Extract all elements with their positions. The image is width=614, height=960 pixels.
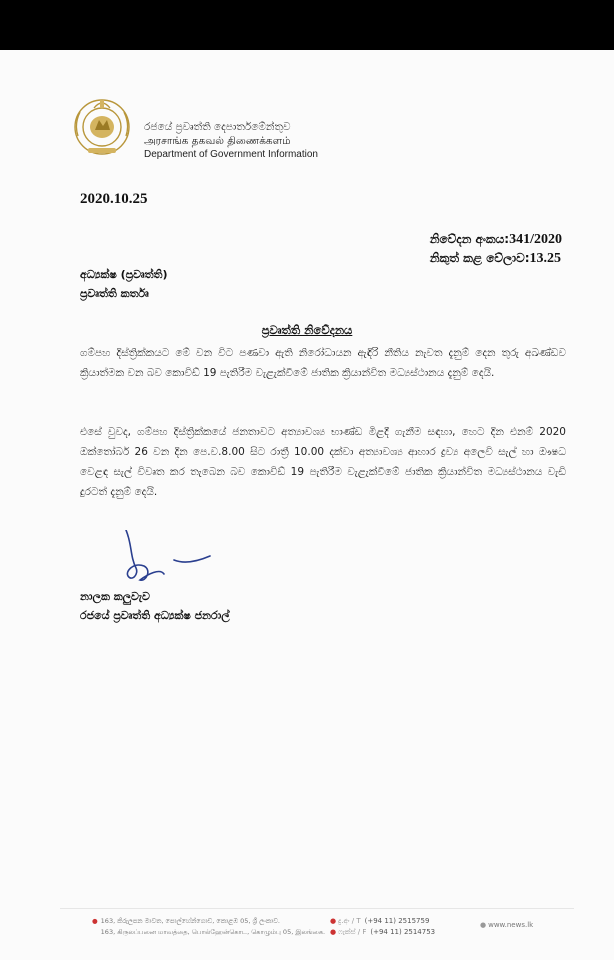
location-pin-icon: ● — [92, 917, 98, 925]
footer-address — [92, 916, 325, 938]
signer-name: නාලක කලුවැව — [80, 590, 150, 603]
fax-icon: ● — [330, 928, 337, 936]
release-time-row — [430, 249, 562, 268]
department-heading — [144, 120, 318, 162]
fax-label: ෆැක්ස් / F — [338, 928, 367, 936]
signer-block — [80, 587, 230, 625]
subject-heading — [0, 319, 614, 338]
footer-fax-row — [330, 927, 435, 938]
footer-divider — [60, 908, 574, 909]
letter-page — [0, 50, 614, 960]
phone-label: දු.අං / T — [338, 917, 361, 925]
body-paragraph-2: එසේ වුවද, ගම්පහ දිස්ත්‍රික්කයේ ජනතාවට අත්‍යාවශ්‍ය භාණ්ඩ මිළදී ගැනීම සඳහා, හෙට දින එනම් 2020 ඔක්තෝබර් 26 වන දින පෙ.ව.8.00 සිට රාත්‍රී 10.00 දක්වා අත්‍යාවශ්‍ය ආහාර ද්‍රව්‍ය අලෙවි සැල් හා ඖෂධ වෙළඳ සැල් විවෘත කර තැබෙන බව කොවිඩ් 19 පැතිරීම වැළැක්වීමේ ජාතික ක්‍රියාන්විත මධ්‍යස්ථානය වැඩි දුරටත් දැනුම් දෙයි. — [80, 426, 566, 498]
footer-contacts — [330, 916, 435, 938]
release-time-label: නිකුත් කළ වේලාව: — [429, 251, 530, 265]
address-sinhala: 163, කිරුලපන මාවත, පොල්හේන්ගොඩ, කොළඹ 05, ශ්‍රී ලංකාව. — [100, 917, 280, 925]
footer-address-line-1 — [92, 916, 325, 927]
body-paragraph-1: ගම්පහ දිස්ත්‍රික්කයට මේ වන විට පණවා ඇති නිරෝධායන ඇඳිරි නීතිය නැවත දැනුම් දෙන තුරු අඛණ්ඩව ක්‍රියාත්මක වන බව කොවිඩ් 19 පැතිරීම වැළැක්වීමේ ජාතික ක්‍රියාන්විත මධ්‍යස්ථානය දැනුම් දෙයි. — [80, 347, 566, 379]
addressee-line-2: ප්‍රවෘත්ති කර්තෘ — [80, 287, 149, 300]
release-number-label: නිවේදන අංකය: — [429, 232, 510, 246]
addressee-block — [80, 265, 168, 303]
address-tamil: 163, கிருலப்பனை மாவத்தை, பொல்ஹேன்கொட, கொழும்பு 05, இலங்கை. — [100, 928, 326, 936]
footer-website — [480, 921, 533, 929]
signer-title: රජයේ ප්‍රවෘත්ති අධ්‍යක්ෂ ජනරාල් — [80, 609, 230, 622]
department-sinhala: රජයේ ප්‍රවෘත්ති දෙපාර්තමේන්තුව — [144, 121, 291, 133]
addressee-line-1: අධ්‍යක්ෂ (ප්‍රවෘත්ති) — [80, 268, 168, 281]
website-link: www.news.lk — [488, 921, 534, 929]
globe-icon: ● — [480, 921, 487, 929]
department-english: Department of Government Information — [144, 149, 318, 160]
subject-text: ප්‍රවෘත්ති නිවේදනය — [261, 323, 353, 337]
department-tamil: அரசாங்க தகவல் திணைக்களம் — [144, 135, 291, 147]
release-reference — [430, 230, 562, 268]
release-number-row — [430, 230, 562, 249]
phone-icon: ● — [330, 917, 337, 925]
footer-address-line-2 — [92, 927, 325, 938]
fax-number: (+94 11) 2514753 — [370, 928, 436, 936]
document-date: 2020.10.25 — [80, 191, 148, 207]
phone-number: (+94 11) 2515759 — [364, 917, 430, 925]
footer-phone-row — [330, 916, 435, 927]
release-number: 341/2020 — [509, 232, 562, 247]
government-emblem-icon — [70, 96, 134, 158]
release-time: 13.25 — [529, 251, 562, 266]
